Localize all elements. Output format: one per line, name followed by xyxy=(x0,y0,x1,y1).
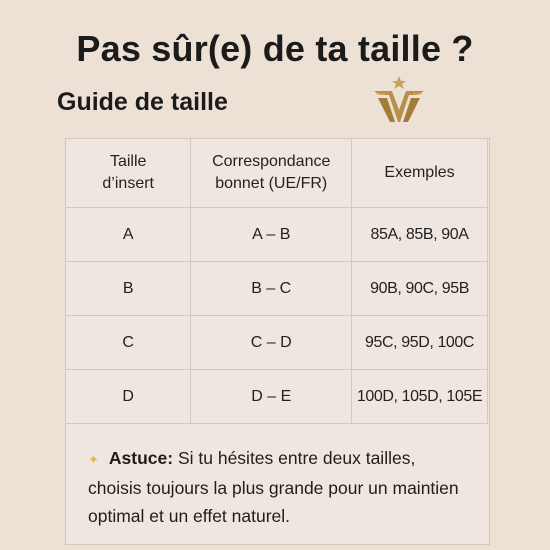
page-title: Pas sûr(e) de ta taille ? xyxy=(76,28,474,69)
header-insert-size: Taille d’insert xyxy=(66,139,191,208)
insert-size-cell: B xyxy=(66,262,191,316)
header-examples: Exemples xyxy=(352,139,488,208)
insert-size-cell: C xyxy=(66,316,191,370)
sparkle-icon: ✦ xyxy=(88,452,99,467)
examples-cell: 95C, 95D, 100C xyxy=(352,316,488,370)
cup-range-cell: D – E xyxy=(191,370,352,424)
examples-cell: 90B, 90C, 95B xyxy=(352,262,488,316)
size-guide-table xyxy=(65,138,488,424)
table-row xyxy=(66,316,488,370)
tip-text: Si tu hésites entre deux tailles, choisis toujours la plus grande pour un maintien optimal et un effet naturel. xyxy=(88,448,459,526)
table-row xyxy=(66,262,488,316)
insert-size-cell: A xyxy=(66,208,191,262)
header-cup-correspondence: Correspondance bonnet (UE/FR) xyxy=(191,139,352,208)
section-title: Guide de taille xyxy=(57,88,228,116)
cup-range-cell: C – D xyxy=(191,316,352,370)
table-row xyxy=(66,208,488,262)
tip-box xyxy=(88,444,473,530)
cup-range-cell: A – B xyxy=(191,208,352,262)
tip-label: Astuce: xyxy=(108,448,174,468)
insert-size-cell: D xyxy=(66,370,191,424)
examples-cell: 85A, 85B, 90A xyxy=(352,208,488,262)
cup-range-cell: B – C xyxy=(191,262,352,316)
winged-w-logo xyxy=(373,76,425,124)
examples-cell: 100D, 105D, 105E xyxy=(352,370,488,424)
table-row xyxy=(66,370,488,424)
